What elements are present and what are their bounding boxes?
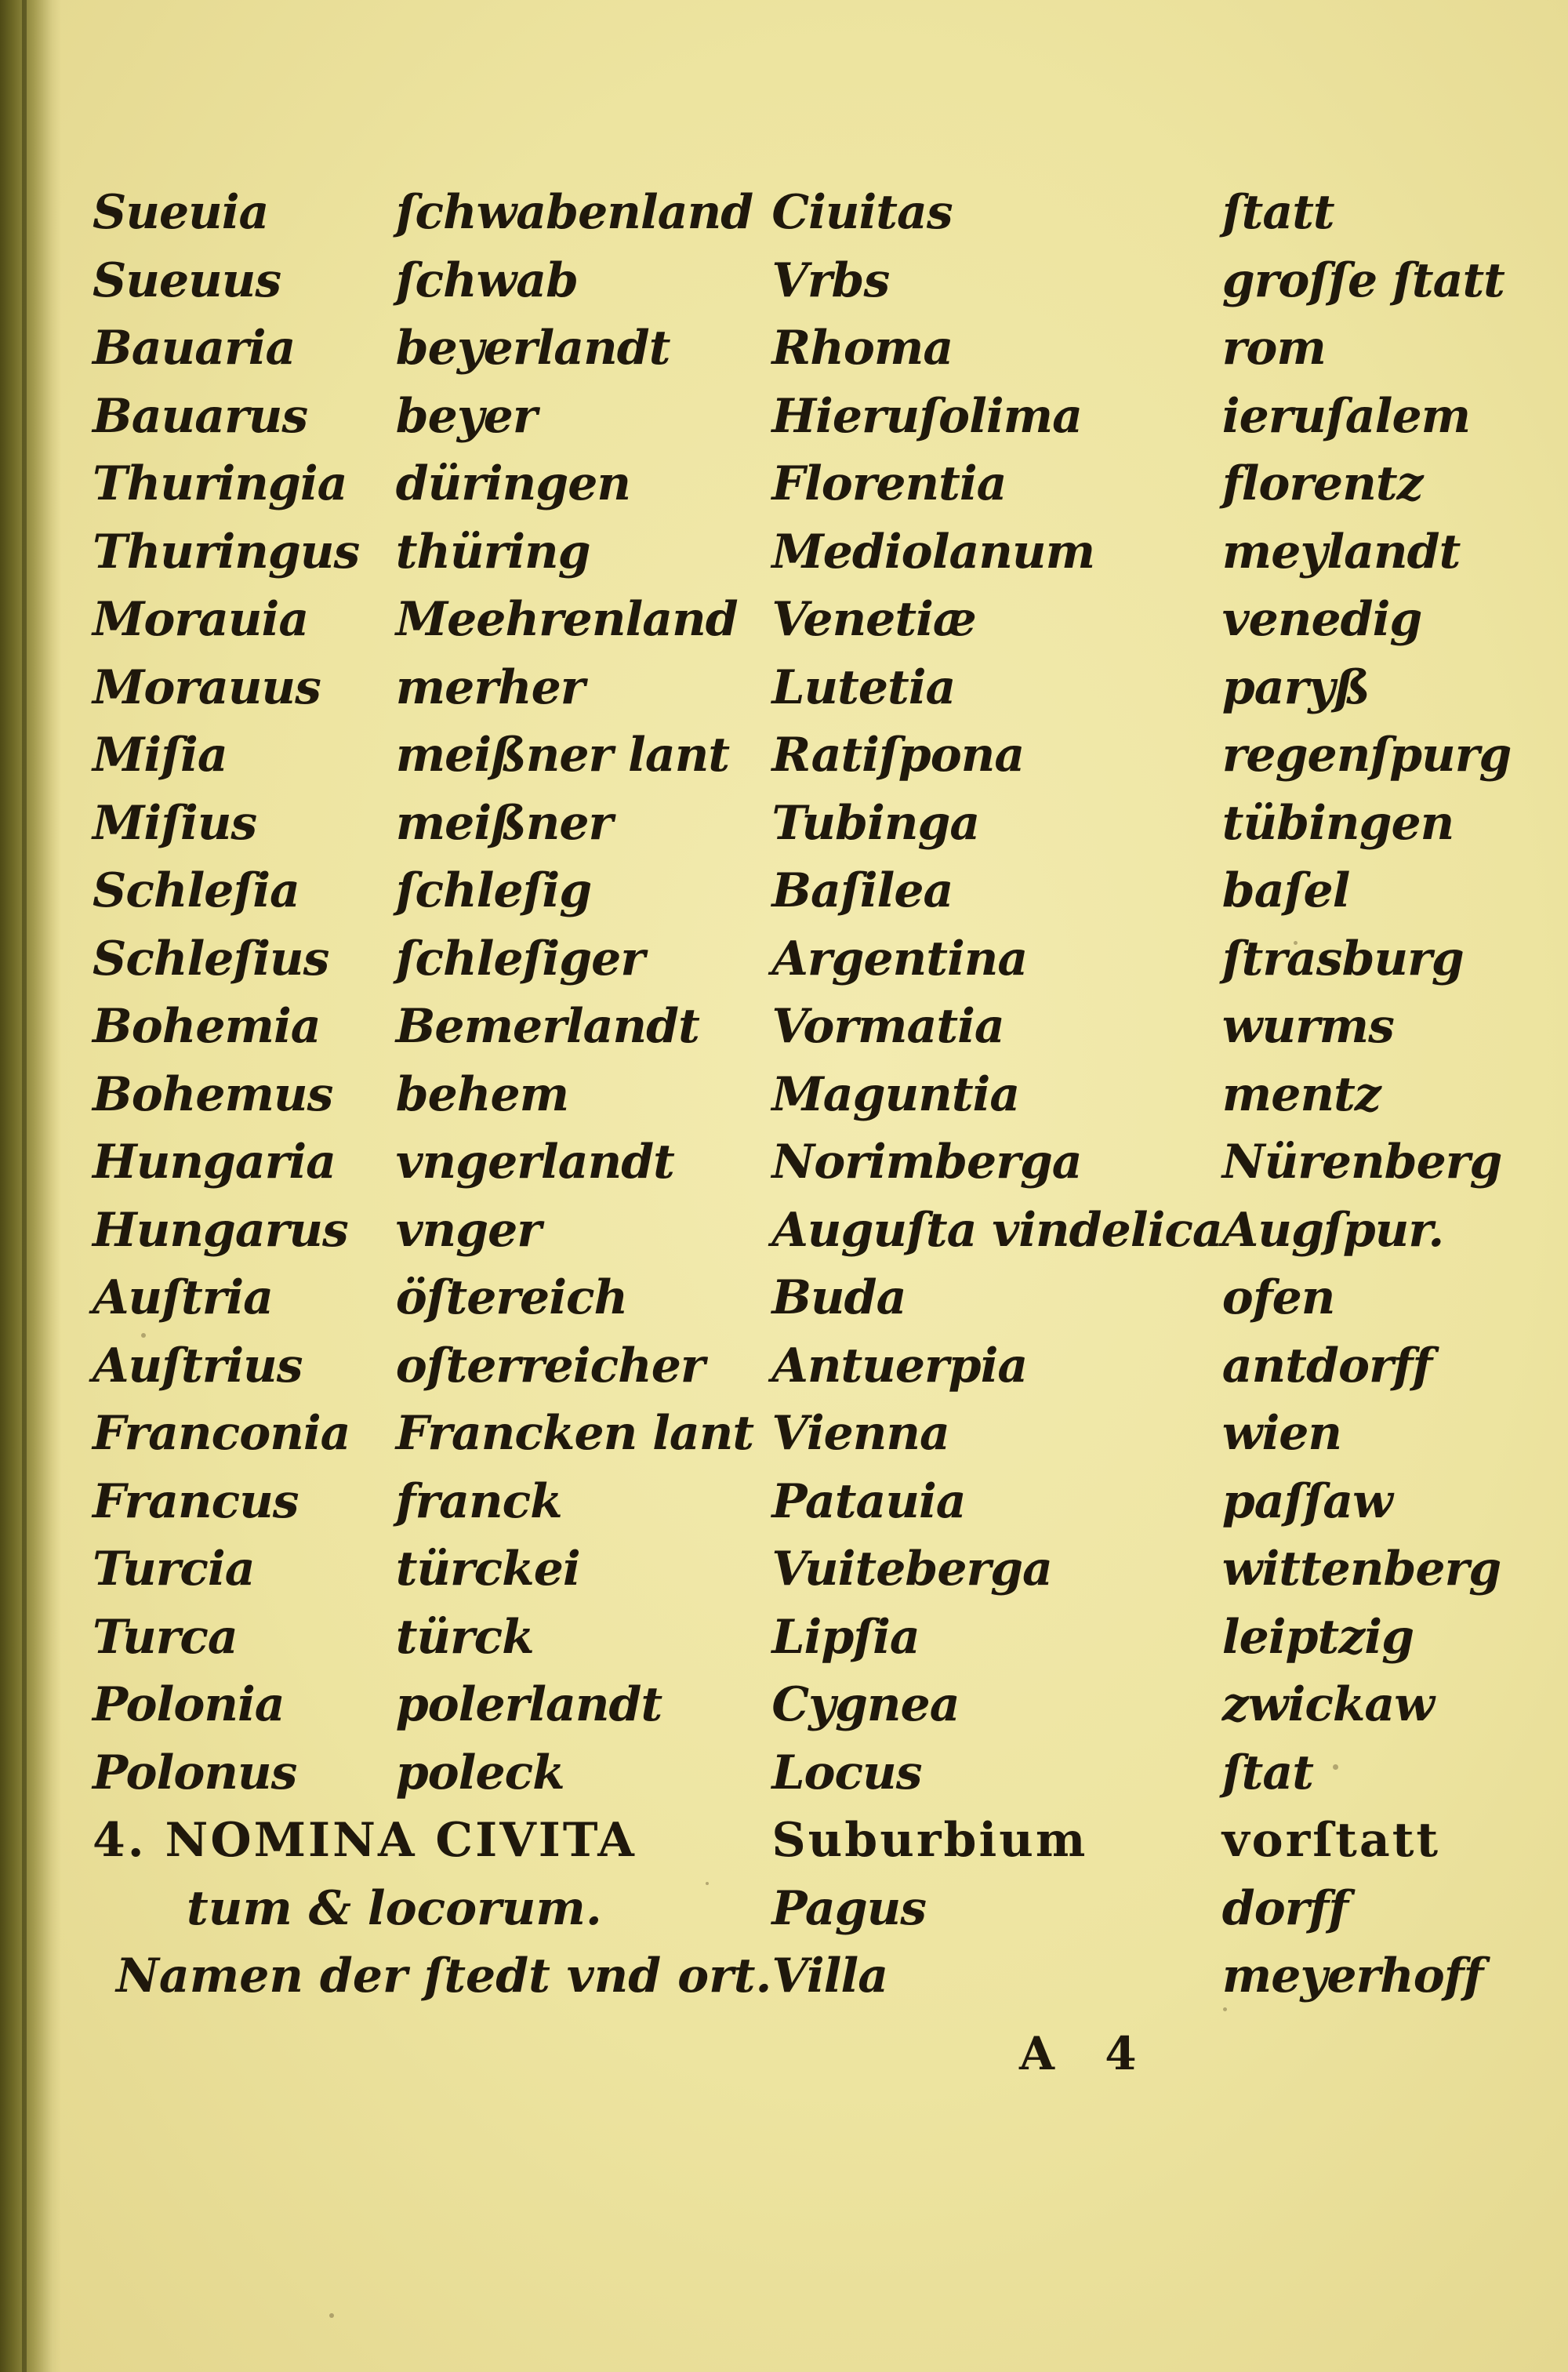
- latin-city-term: Villa: [771, 1949, 888, 2004]
- german-region-term: türckei: [395, 1542, 580, 1597]
- section-heading: 4. NOMINA CIVITA: [93, 1813, 637, 1869]
- latin-city-term: Vuiteberga: [771, 1542, 1052, 1597]
- german-city-term: wurms: [1221, 999, 1394, 1055]
- speck: [1223, 2007, 1227, 2011]
- latin-city-term: Suburbium: [771, 1813, 1088, 1869]
- german-region-term: ſchleſig: [395, 863, 592, 919]
- latin-city-term: Pagus: [771, 1880, 927, 1936]
- vocabulary-row: [93, 925, 1536, 993]
- german-region-term: öſtereich: [395, 1270, 628, 1326]
- german-city-term: meylandt: [1221, 524, 1461, 579]
- heading-section: [93, 1807, 1536, 2011]
- german-city-term: ieruſalem: [1221, 388, 1471, 444]
- german-city-term: mentz: [1221, 1066, 1381, 1122]
- german-region-term: oſterreicher: [395, 1338, 705, 1393]
- german-city-term: ſtatt: [1221, 185, 1334, 241]
- vocabulary-row: [93, 1468, 1536, 1536]
- german-city-term: ofen: [1221, 1270, 1335, 1326]
- vocabulary-row: [93, 450, 1536, 518]
- latin-region-term: Franconia: [93, 1406, 350, 1462]
- vocabulary-row: [93, 1739, 1536, 1807]
- latin-region-term: Bauaria: [93, 321, 296, 376]
- german-region-term: ſchwab: [395, 252, 579, 308]
- latin-region-term: Francus: [93, 1473, 299, 1529]
- german-city-term: paryß: [1221, 659, 1370, 715]
- vocabulary-row: [93, 314, 1536, 383]
- latin-region-term: Auſtrius: [93, 1338, 303, 1393]
- vocabulary-row: [93, 857, 1536, 925]
- vocabulary-row: [93, 1197, 1536, 1265]
- vocabulary-row: [93, 1535, 1536, 1604]
- latin-city-term: Rhoma: [771, 321, 953, 376]
- german-region-term: meißner lant: [395, 728, 730, 783]
- speck: [1294, 941, 1298, 945]
- german-city-term: venedig: [1221, 592, 1422, 648]
- german-city-term: baſel: [1221, 863, 1350, 919]
- vocabulary-row: [93, 1128, 1536, 1197]
- german-region-term: vnger: [395, 1202, 541, 1258]
- latin-region-term: Polonia: [93, 1677, 285, 1733]
- german-region-term: Meehrenland: [395, 592, 738, 648]
- latin-city-term: Mediolanum: [771, 524, 1095, 579]
- latin-region-term: Schleſia: [93, 863, 299, 919]
- vocabulary-row: [93, 1332, 1536, 1400]
- latin-city-term: Tubinga: [771, 795, 980, 851]
- latin-city-term: Buda: [771, 1270, 906, 1326]
- german-region-term: meißner: [395, 795, 613, 851]
- vocabulary-row: [93, 518, 1536, 587]
- german-region-term: beyer: [395, 388, 537, 444]
- vocabulary-row: [93, 586, 1536, 654]
- german-region-term: Francken lant: [395, 1406, 754, 1462]
- german-region-term: behem: [395, 1066, 569, 1122]
- latin-city-term: Baſilea: [771, 863, 953, 919]
- speck: [706, 1882, 709, 1885]
- latin-city-term: Auguſta vindelica: [771, 1202, 1222, 1258]
- german-city-term: Nürenberg: [1221, 1135, 1502, 1190]
- german-city-term: florentz: [1221, 456, 1423, 512]
- german-city-term: antdorff: [1221, 1338, 1432, 1393]
- german-city-term: zwickaw: [1221, 1677, 1434, 1733]
- latin-region-term: Thuringia: [93, 456, 347, 512]
- latin-city-term: Antuerpia: [771, 1338, 1028, 1393]
- latin-region-term: Miſius: [93, 795, 257, 851]
- latin-region-term: Hungaria: [93, 1135, 336, 1190]
- german-region-term: vngerlandt: [395, 1135, 674, 1190]
- latin-region-term: Morauia: [93, 592, 309, 648]
- folio-signature: A 4: [1019, 2027, 1154, 2080]
- latin-region-term: Bauarus: [93, 388, 308, 444]
- latin-region-term: Sueuus: [93, 252, 281, 308]
- latin-city-term: Cygnea: [771, 1677, 960, 1733]
- latin-city-term: Vienna: [771, 1406, 949, 1462]
- german-region-term: Bemerlandt: [395, 999, 699, 1055]
- vocabulary-row: [93, 1264, 1536, 1332]
- section-heading-row: [93, 1807, 1536, 1875]
- vocabulary-row: [93, 654, 1536, 722]
- section-german-heading: Namen der ſtedt vnd ort.: [116, 1949, 772, 2004]
- latin-region-term: Polonus: [93, 1745, 297, 1800]
- section-subheading-row: [93, 1875, 1536, 1943]
- section-subheading: tum & locorum.: [187, 1880, 602, 1936]
- vocabulary-row: [93, 247, 1536, 315]
- german-region-term: franck: [395, 1473, 562, 1529]
- vocabulary-body: [93, 179, 1536, 1807]
- vocabulary-table: [93, 179, 1536, 2011]
- latin-city-term: Hieruſolima: [771, 388, 1083, 444]
- german-region-term: poleck: [395, 1745, 564, 1800]
- latin-region-term: Bohemus: [93, 1066, 333, 1122]
- german-city-term: dorff: [1221, 1880, 1348, 1936]
- speck: [329, 2313, 334, 2318]
- latin-city-term: Ciuitas: [771, 185, 953, 241]
- vocabulary-row: [93, 993, 1536, 1061]
- latin-region-term: Bohemia: [93, 999, 321, 1055]
- latin-region-term: Morauus: [93, 659, 321, 715]
- latin-city-term: Lipſia: [771, 1609, 920, 1665]
- latin-city-term: Lutetia: [771, 659, 956, 715]
- binding-edge: [22, 0, 27, 2372]
- german-region-term: düringen: [395, 456, 631, 512]
- latin-city-term: Vormatia: [771, 999, 1004, 1055]
- german-region-term: merher: [395, 659, 585, 715]
- vocabulary-row: [93, 721, 1536, 790]
- german-city-term: wien: [1221, 1406, 1342, 1462]
- latin-region-term: Hungarus: [93, 1202, 348, 1258]
- vocabulary-row: [93, 383, 1536, 451]
- latin-city-term: Argentina: [771, 931, 1028, 986]
- german-city-term: vorſtatt: [1221, 1813, 1441, 1869]
- latin-region-term: Auſtria: [93, 1270, 273, 1326]
- speck: [141, 1333, 146, 1338]
- german-city-term: Augſpur.: [1221, 1202, 1444, 1258]
- german-city-term: wittenberg: [1221, 1542, 1501, 1597]
- latin-city-term: Vrbs: [771, 252, 890, 308]
- german-city-term: ſtat: [1221, 1745, 1313, 1800]
- section-german-heading-row: [93, 1942, 1536, 2011]
- latin-city-term: Locus: [771, 1745, 922, 1800]
- vocabulary-row: [93, 1671, 1536, 1739]
- german-region-term: thüring: [395, 524, 590, 579]
- german-city-term: regenſpurg: [1221, 728, 1512, 783]
- german-region-term: polerlandt: [395, 1677, 662, 1733]
- german-city-term: rom: [1221, 321, 1326, 376]
- german-region-term: ſchwabenland: [395, 185, 753, 241]
- vocabulary-row: [93, 179, 1536, 247]
- latin-city-term: Venetiæ: [771, 592, 976, 648]
- latin-city-term: Norimberga: [771, 1135, 1082, 1190]
- german-city-term: meyerhoff: [1221, 1949, 1483, 2004]
- vocabulary-row: [93, 1604, 1536, 1672]
- german-city-term: ſtrasburg: [1221, 931, 1464, 986]
- german-region-term: türck: [395, 1609, 534, 1665]
- vocabulary-row: [93, 1400, 1536, 1468]
- latin-city-term: Ratiſpona: [771, 728, 1025, 783]
- latin-region-term: Thuringus: [93, 524, 360, 579]
- latin-region-term: Sueuia: [93, 185, 269, 241]
- german-region-term: ſchleſiger: [395, 931, 644, 986]
- german-city-term: groſſe ſtatt: [1221, 252, 1504, 308]
- vocabulary-row: [93, 790, 1536, 858]
- latin-city-term: Florentia: [771, 456, 1007, 512]
- german-city-term: tübingen: [1221, 795, 1454, 851]
- latin-region-term: Turcia: [93, 1542, 255, 1597]
- vocabulary-row: [93, 1061, 1536, 1129]
- german-region-term: beyerlandt: [395, 321, 670, 376]
- latin-city-term: Maguntia: [771, 1066, 1020, 1122]
- speck: [1333, 1764, 1338, 1770]
- german-city-term: leiptzig: [1221, 1609, 1414, 1665]
- german-city-term: paſſaw: [1221, 1473, 1392, 1529]
- latin-region-term: Schleſius: [93, 931, 329, 986]
- latin-city-term: Patauia: [771, 1473, 966, 1529]
- latin-region-term: Miſia: [93, 728, 227, 783]
- binding-gutter: [0, 0, 61, 2372]
- latin-region-term: Turca: [93, 1609, 238, 1665]
